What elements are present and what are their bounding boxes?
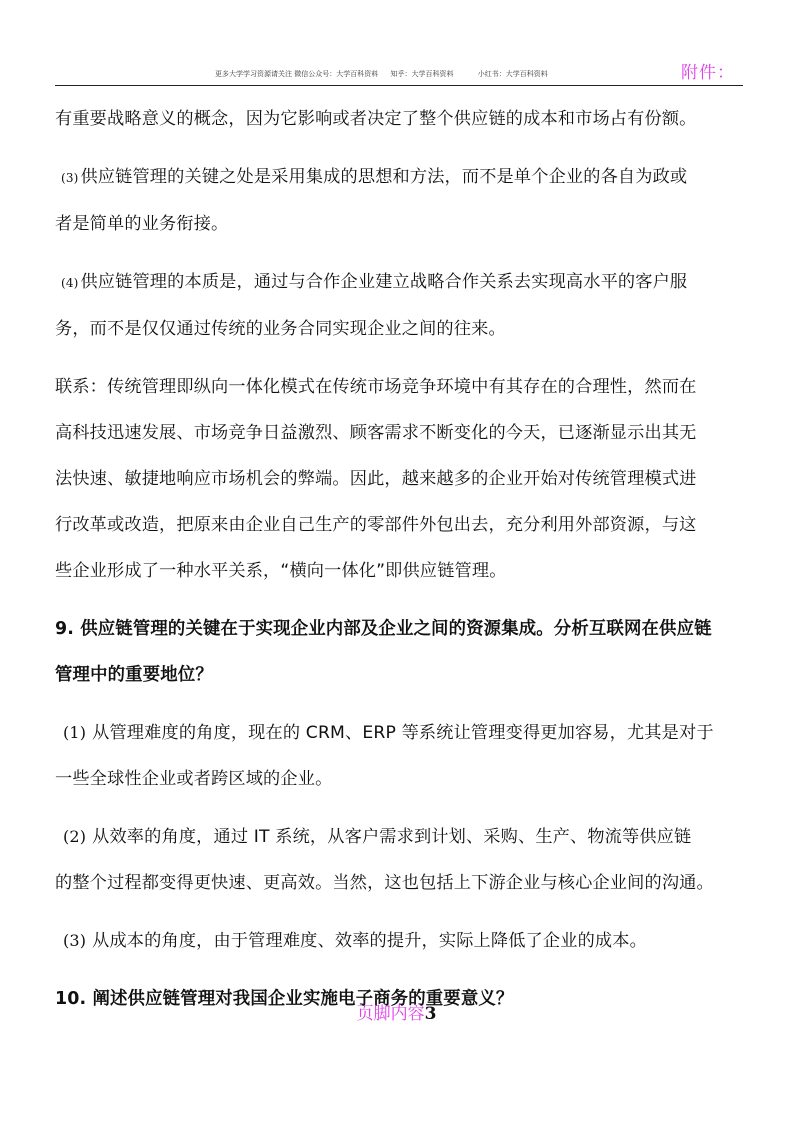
paragraph-line [55,710,750,756]
paragraph-text: 从成本的角度，由于管理难度、效率的提升，实际上降低了企业的成本。 [92,931,647,951]
footer-label: 页脚内容 [356,1004,425,1024]
paragraph-line: 一些全球性企业或者跨区域的企业。 [55,769,333,789]
paragraph-line: 务，而不是仅仅通过传统的业务合同实现企业之间的往来。 [55,319,506,339]
page-number: 3 [424,1004,437,1024]
page-footer [0,999,793,1024]
paragraph-line [55,918,750,964]
item-number: (3) [63,931,87,950]
paragraph-line: 有重要战略意义的概念，因为它影响或者决定了整个供应链的成本和市场占有份额。 [55,109,697,129]
header-sources [215,69,570,79]
header-source-wechat: 更多大学学习资源请关注 微信公众号：大学百科资料 [215,70,379,78]
question-heading: 9. 供应链管理的关键在于实现企业内部及企业之间的资源集成。分析互联网在供应链 [55,619,712,639]
question-heading: 10. 阐述供应链管理对我国企业实施电子商务的重要意义？ [55,989,514,1009]
item-number: (2) [63,827,87,846]
header-source-zhihu: 知乎：大学百科资料 [390,70,454,78]
page-header [55,55,743,86]
paragraph-line: 高科技迅速发展、市场竞争日益激烈、顾客需求不断变化的今天，已逐渐显示出其无 [55,423,697,443]
item-number: (4) [61,276,79,290]
paragraph-line [55,259,750,306]
paragraph-line [55,814,750,860]
paragraph-line [55,154,750,201]
paragraph-line: 些企业形成了一种水平关系，“横向一体化”即供应链管理。 [55,561,507,581]
question-heading: 管理中的重要地位？ [55,665,213,685]
paragraph-line: 法快速、敏捷地响应市场机会的弊端。因此，越来越多的企业开始对传统管理模式进 [55,469,697,489]
paragraph-line: 联系：传统管理即纵向一体化模式在传统市场竞争环境中有其存在的合理性，然而在 [55,377,697,397]
paragraph-line: 行改革或改造，把原来由企业自己生产的零部件外包出去，充分利用外部资源，与这 [55,515,697,535]
paragraph-text: 供应链管理的关键之处是采用集成的思想和方法，而不是单个企业的各自为政或 [80,167,688,187]
paragraph-text: 从管理难度的角度，现在的 CRM、ERP 等系统让管理变得更加容易，尤其是对于 [92,723,714,743]
paragraph-line: 者是简单的业务衔接。 [55,214,229,234]
paragraph-text: 从效率的角度，通过 IT 系统，从客户需求到计划、采购、生产、物流等供应链 [92,827,692,847]
header-source-xiaohongshu: 小红书：大学百科资料 [477,70,548,78]
attachment-label: 附件： [681,63,735,83]
item-number: (3) [61,171,79,185]
document-body [55,96,750,1022]
item-number: (1) [63,723,87,742]
paragraph-line: 的整个过程都变得更快速、更高效。当然，这也包括上下游企业与核心企业间的沟通。 [55,873,714,893]
paragraph-text: 供应链管理的本质是，通过与合作企业建立战略合作关系去实现高水平的客户服 [80,272,688,292]
